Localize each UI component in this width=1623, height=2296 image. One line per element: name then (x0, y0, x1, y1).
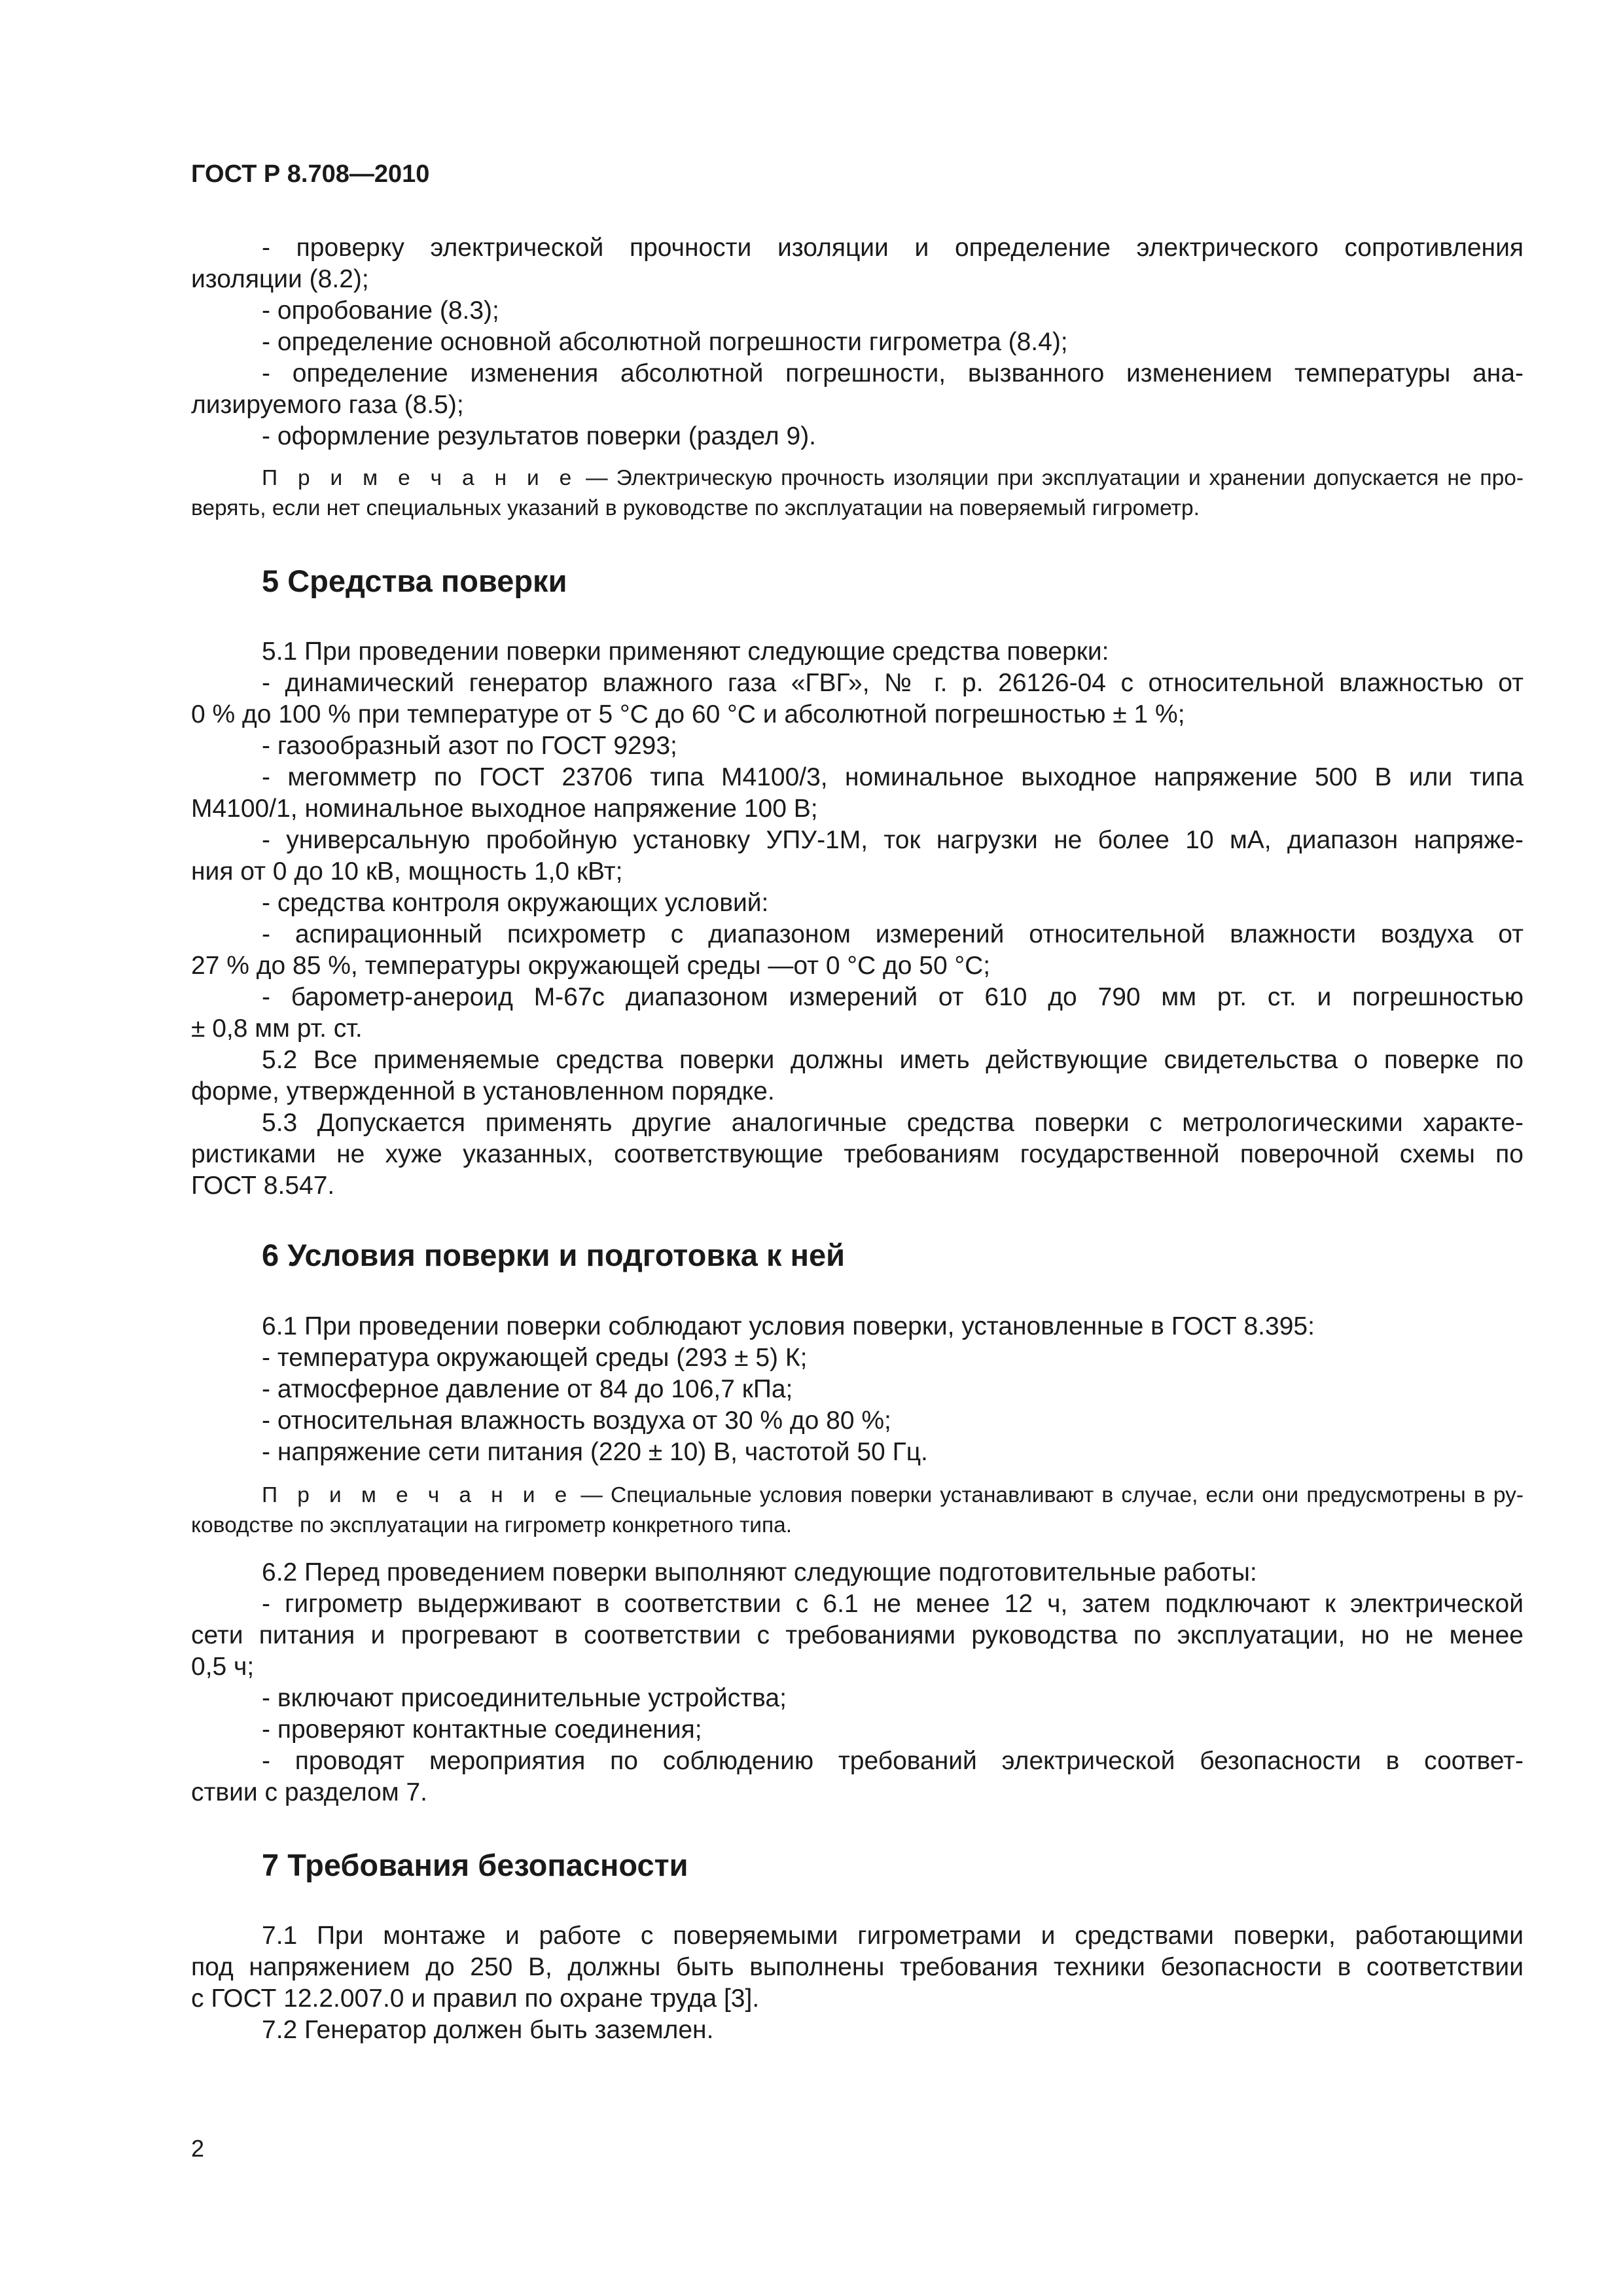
page-number: 2 (191, 2135, 205, 2162)
list-item: - проверку электрической прочности изоляции и определение электрического сопротивления (262, 234, 1524, 262)
list-item: - газообразный азот по ГОСТ 9293; (262, 732, 677, 760)
section-heading: 6 Условия поверки и подготовка к ней (262, 1238, 846, 1272)
note-text: — Специальные условия поверки устанавливают в случае, если они предусмотрены в ру- (573, 1483, 1524, 1507)
list-item-continuation: М4100/1, номинальное выходное напряжение 100 В; (191, 795, 818, 823)
list-item-continuation: ния от 0 до 10 кВ, мощность 1,0 кВт; (191, 857, 623, 886)
paragraph: 5.3 Допускается применять другие аналогичные средства поверки с метрологическими характе- (262, 1109, 1524, 1137)
paragraph-continuation: ГОСТ 8.547. (191, 1172, 335, 1200)
list-item: - мегомметр по ГОСТ 23706 типа М4100/3, номинальное выходное напряжение 500 В или типа (262, 763, 1524, 791)
paragraph-continuation: форме, утвержденной в установленном порядке. (191, 1077, 775, 1105)
list-item: - гигрометр выдерживают в соответствии с 6.1 не менее 12 ч, затем подключают к электрической (262, 1590, 1524, 1618)
list-item-continuation: лизируемого газа (8.5); (191, 391, 464, 419)
list-item: - определение основной абсолютной погрешности гигрометра (8.4); (262, 328, 1068, 356)
list-item-continuation: ствии с разделом 7. (191, 1778, 427, 1806)
list-item: - атмосферное давление от 84 до 106,7 кПа; (262, 1375, 793, 1403)
paragraph: 6.2 Перед проведением поверки выполняют следующие подготовительные работы: (262, 1558, 1257, 1587)
paragraph: 7.2 Генератор должен быть заземлен. (262, 2016, 714, 2044)
list-item: - динамический генератор влажного газа «ГВГ», № г. р. 26126-04 с относительной влажностью от (262, 669, 1524, 697)
list-item: - определение изменения абсолютной погрешности, вызванного изменением температуры ана- (262, 359, 1524, 387)
paragraph-continuation: с ГОСТ 12.2.007.0 и правил по охране труда [3]. (191, 1984, 760, 2013)
section-heading: 5 Средства поверки (262, 564, 567, 598)
list-item: - оформление результатов поверки (раздел 9). (262, 422, 817, 450)
note-label: П р и м е ч а н и е (262, 1483, 573, 1507)
note-label: П р и м е ч а н и е (262, 466, 578, 490)
list-item-continuation: изоляции (8.2); (191, 265, 369, 293)
list-item: - напряжение сети питания (220 ± 10) В, частотой 50 Гц. (262, 1438, 928, 1466)
list-item: - аспирационный психрометр с диапазоном измерений относительной влажности воздуха от (262, 920, 1524, 948)
list-item: - температура окружающей среды (293 ± 5) К; (262, 1344, 808, 1372)
document-header: ГОСТ Р 8.708—2010 (191, 160, 430, 188)
paragraph: 7.1 При монтаже и работе с поверяемыми гигрометрами и средствами поверки, работающими (262, 1922, 1524, 1950)
list-item: - универсальную пробойную установку УПУ-1М, ток нагрузки не более 10 мА, диапазон напряже- (262, 826, 1524, 854)
list-item-continuation: 0 % до 100 % при температуре от 5 °С до 60 °С и абсолютной погрешностью ± 1 %; (191, 700, 1185, 728)
list-item: - опробование (8.3); (262, 296, 499, 325)
note (262, 1480, 1524, 1511)
list-item-continuation: 27 % до 85 %, температуры окружающей среды —от 0 °С до 50 °С; (191, 952, 991, 980)
paragraph: 6.1 При проведении поверки соблюдают условия поверки, установленные в ГОСТ 8.395: (262, 1312, 1315, 1340)
paragraph-continuation: ристиками не хуже указанных, соответствующие требованиям государственной поверочной схемы по (191, 1140, 1524, 1168)
list-item: - относительная влажность воздуха от 30 % до 80 %; (262, 1407, 891, 1435)
list-item: - проверяют контактные соединения; (262, 1715, 702, 1744)
list-item-continuation: сети питания и прогревают в соответствии с требованиями руководства по эксплуатации, но не менее (191, 1621, 1524, 1649)
list-item: - барометр-анероид М-67с диапазоном измерений от 610 до 790 мм рт. ст. и погрешностью (262, 983, 1524, 1011)
paragraph-continuation: под напряжением до 250 В, должны быть выполнены требования техники безопасности в соответствии (191, 1953, 1524, 1981)
note-text: — Электрическую прочность изоляции при эксплуатации и хранении допускается не про- (577, 466, 1524, 490)
note-continuation: ководстве по эксплуатации на гигрометр конкретного типа. (191, 1513, 793, 1537)
list-item: - проводят мероприятия по соблюдению требований электрической безопасности в соответ- (262, 1747, 1524, 1775)
list-item-continuation: ± 0,8 мм рт. ст. (191, 1014, 363, 1043)
list-item: - включают присоединительные устройства; (262, 1684, 787, 1712)
list-item-continuation: 0,5 ч; (191, 1653, 255, 1681)
note-continuation: верять, если нет специальных указаний в руководстве по эксплуатации на поверяемый гигрометр. (191, 496, 1200, 520)
paragraph: 5.2 Все применяемые средства поверки должны иметь действующие свидетельства о поверке по (262, 1046, 1524, 1074)
list-item: - средства контроля окружающих условий: (262, 889, 769, 917)
paragraph: 5.1 При проведении поверки применяют следующие средства поверки: (262, 637, 1109, 666)
note (262, 463, 1524, 493)
section-heading: 7 Требования безопасности (262, 1848, 688, 1882)
